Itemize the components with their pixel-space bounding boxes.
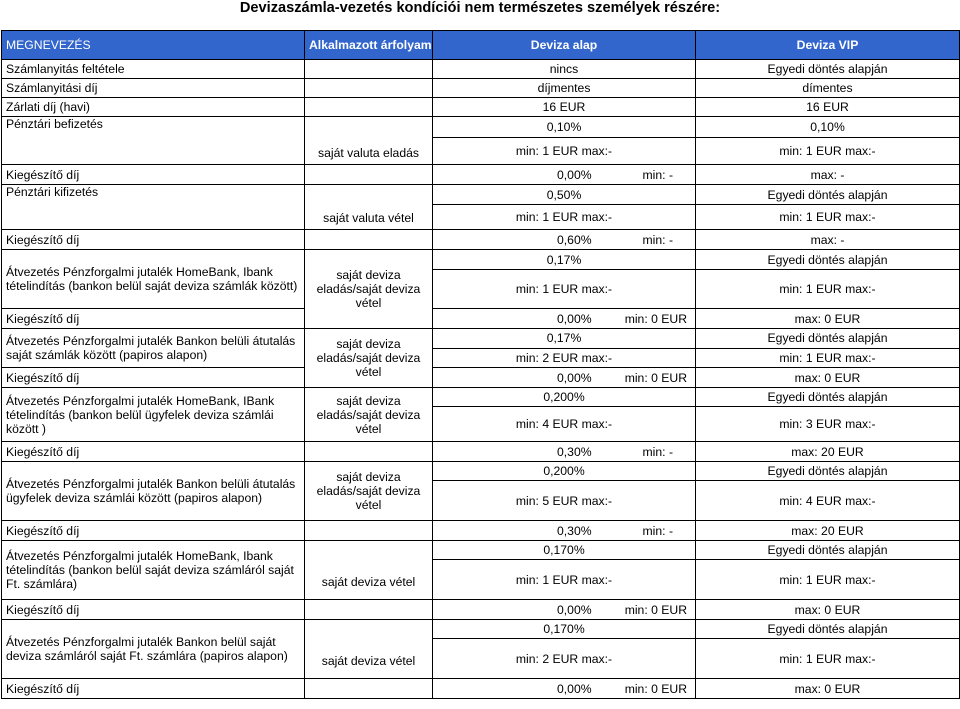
row-rate: saját deviza vétel [305,541,433,600]
table-row [2,620,960,639]
row-vip-min: min: 3 EUR max:- [696,407,960,442]
row-base: díjmentes [433,79,696,98]
row-base-pct: 0,170% [433,620,696,639]
row-rate: saját valuta vétel [305,185,433,230]
row-base-min: min: 1 EUR max:- [433,560,696,600]
row-vip-pct: 0,10% [696,117,960,138]
fee-min: min: - [642,444,673,459]
fee-base [433,230,696,250]
row-base: nincs [433,60,696,79]
fee-max: max: 0 EUR [696,600,960,620]
fee-min: min: 0 EUR [624,681,687,696]
row-vip-pct: Egyedi döntés alapján [696,541,960,560]
fee-base [433,600,696,620]
row-base-pct: 0,10% [433,117,696,138]
header-rate: Alkalmazott árfolyam [305,31,433,60]
row-rate: saját deviza eladás/saját deviza vétel [305,388,433,442]
page-title: Devizaszámla-vezetés kondíciói nem természetes személyek részére: [239,0,721,16]
fee-pct: 0,00% [557,167,592,182]
conditions-table [1,30,960,699]
fee-row [2,165,960,185]
row-rate: saját valuta eladás [305,117,433,165]
row-vip: dímentes [696,79,960,98]
row-base-min: min: 2 EUR max:- [433,639,696,679]
table-row [2,98,960,117]
fee-base [433,521,696,541]
fee-rate [305,442,433,462]
table-row [2,462,960,481]
row-name: Átvezetés Pénzforgalmi jutalék HomeBank, Ibank tételindítás (bankon belül saját deviza számlák között) [2,250,305,309]
row-name: Átvezetés Pénzforgalmi jutalék Bankon belül saját deviza számláról saját Ft. számlára (papiros alapon) [2,620,305,679]
row-vip-min: min: 1 EUR max:- [696,205,960,230]
fee-name: Kiegészítő díj [2,368,305,388]
row-base-pct: 0,17% [433,329,696,349]
row-rate: saját deviza eladás/saját deviza vétel [305,250,433,329]
fee-base [433,368,696,388]
table-row [2,329,960,349]
row-rate: saját deviza eladás/saját deviza vétel [305,329,433,388]
fee-min: min: 0 EUR [624,370,687,385]
row-name: Számlanyitási díj [2,79,305,98]
row-vip-min: min: 1 EUR max:- [696,348,960,368]
row-name: Átvezetés Pénzforgalmi jutalék HomeBank, Ibank tételindítás (bankon belül saját deviza számláról saját Ft. számlára) [2,541,305,600]
row-base-min: min: 2 EUR max:- [433,348,696,368]
row-rate [305,98,433,117]
fee-base [433,679,696,699]
row-vip-min: min: 1 EUR max:- [696,560,960,600]
table-row [2,388,960,407]
fee-base [433,165,696,185]
row-base-min: min: 1 EUR max:- [433,270,696,309]
row-name: Számlanyitás feltétele [2,60,305,79]
fee-row [2,600,960,620]
fee-min: min: - [642,232,673,247]
fee-max: max: 0 EUR [696,309,960,329]
fee-max: max: 20 EUR [696,442,960,462]
row-vip-pct: Egyedi döntés alapján [696,620,960,639]
row-base-min: min: 1 EUR max:- [433,205,696,230]
row-rate: saját deviza eladás/saját deviza vétel [305,462,433,521]
table-row [2,250,960,270]
fee-pct: 0,00% [557,311,592,326]
row-vip-min: min: 1 EUR max:- [696,639,960,679]
table-row [2,79,960,98]
row-vip-min: min: 1 EUR max:- [696,270,960,309]
row-rate [305,79,433,98]
fee-name: Kiegészítő díj [2,600,305,620]
row-vip-pct: Egyedi döntés alapján [696,388,960,407]
row-base-pct: 0,200% [433,462,696,481]
row-base-min: min: 5 EUR max:- [433,481,696,521]
row-base-min: min: 4 EUR max:- [433,407,696,442]
fee-pct: 0,30% [557,523,592,538]
fee-pct: 0,60% [557,232,592,247]
row-vip-pct: Egyedi döntés alapján [696,462,960,481]
fee-rate [305,679,433,699]
table-row [2,541,960,560]
row-name: Zárlati díj (havi) [2,98,305,117]
fee-max: max: - [696,230,960,250]
fee-rate [305,521,433,541]
fee-row [2,679,960,699]
row-name: Pénztári kifizetés [2,185,305,230]
fee-row [2,230,960,250]
fee-name: Kiegészítő díj [2,679,305,699]
fee-pct: 0,00% [557,602,592,617]
row-base-pct: 0,170% [433,541,696,560]
fee-max: max: 20 EUR [696,521,960,541]
row-vip-pct: Egyedi döntés alapján [696,329,960,349]
fee-name: Kiegészítő díj [2,442,305,462]
row-base-min: min: 1 EUR max:- [433,137,696,164]
header-vip: Deviza VIP [696,31,960,60]
fee-max: max: - [696,165,960,185]
row-base-pct: 0,200% [433,388,696,407]
row-base-pct: 0,17% [433,250,696,270]
table-row [2,185,960,205]
header-row [2,31,960,60]
fee-min: min: 0 EUR [624,311,687,326]
fee-row [2,309,960,329]
fee-base [433,309,696,329]
fee-name: Kiegészítő díj [2,165,305,185]
row-vip: Egyedi döntés alapján [696,60,960,79]
row-base: 16 EUR [433,98,696,117]
fee-max: max: 0 EUR [696,679,960,699]
row-name: Átvezetés Pénzforgalmi jutalék Bankon belüli átutalás ügyfelek deviza számlái között (papiros alapon) [2,462,305,521]
row-rate [305,60,433,79]
fee-rate [305,165,433,185]
fee-max: max: 0 EUR [696,368,960,388]
fee-base [433,442,696,462]
row-name: Pénztári befizetés [2,117,305,165]
row-vip: 16 EUR [696,98,960,117]
row-name: Átvezetés Pénzforgalmi jutalék HomeBank, IBank tételindítás (bankon belül ügyfelek deviza számlái között ) [2,388,305,442]
row-vip-pct: Egyedi döntés alapján [696,185,960,205]
fee-name: Kiegészítő díj [2,309,305,329]
fee-rate [305,600,433,620]
fee-pct: 0,00% [557,370,592,385]
fee-row [2,442,960,462]
fee-rate [305,230,433,250]
table-row [2,60,960,79]
fee-row [2,521,960,541]
fee-row [2,368,960,388]
fee-min: min: - [642,523,673,538]
fee-min: min: 0 EUR [624,602,687,617]
row-base-pct: 0,50% [433,185,696,205]
header-base: Deviza alap [433,31,696,60]
row-rate: saját deviza vétel [305,620,433,679]
fee-name: Kiegészítő díj [2,521,305,541]
row-vip-pct: Egyedi döntés alapján [696,250,960,270]
fee-min: min: - [642,167,673,182]
row-vip-min: min: 4 EUR max:- [696,481,960,521]
table-row [2,117,960,138]
row-name: Átvezetés Pénzforgalmi jutalék Bankon belüli átutalás saját számlák között (papiros alapon) [2,329,305,368]
fee-pct: 0,00% [557,681,592,696]
row-vip-min: min: 1 EUR max:- [696,137,960,164]
header-name: MEGNEVEZÉS [2,31,305,60]
fee-pct: 0,30% [557,444,592,459]
fee-name: Kiegészítő díj [2,230,305,250]
